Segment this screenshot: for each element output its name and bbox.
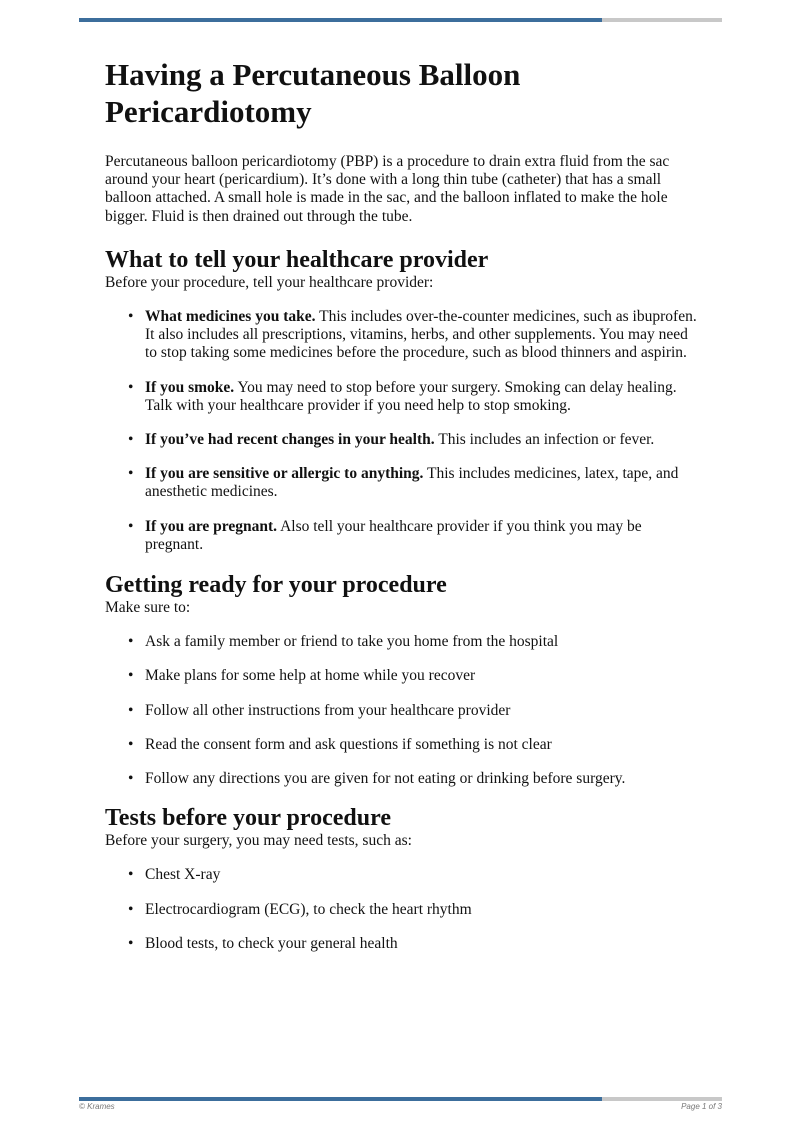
top-rule-accent bbox=[79, 18, 602, 22]
list-item-text: You may need to stop before your surgery. Smoking can delay healing. Talk with your healthcare provider if you need help to stop smoking. bbox=[145, 378, 677, 414]
list-item-bold: If you’ve had recent changes in your health. bbox=[145, 431, 435, 449]
section-heading-tell-provider: What to tell your healthcare provider bbox=[105, 246, 489, 273]
document-body bbox=[105, 56, 700, 953]
section-heading-getting-ready: Getting ready for your procedure bbox=[105, 572, 447, 599]
list-item: • Blood tests, to check your general health bbox=[145, 935, 700, 953]
section-heading-tests: Tests before your procedure bbox=[105, 805, 391, 832]
section-lead-tell-provider: Before your procedure, tell your healthcare provider: bbox=[105, 273, 434, 291]
section-lead-tests: Before your surgery, you may need tests, such as: bbox=[105, 832, 412, 850]
bottom-rule-accent bbox=[79, 1097, 602, 1101]
list-item-text: This includes medicines, latex, tape, and anesthetic medicines. bbox=[145, 465, 679, 501]
list-item-bold: If you are sensitive or allergic to anything. bbox=[145, 465, 424, 483]
list-item: • Electrocardiogram (ECG), to check the heart rhythm bbox=[145, 901, 700, 919]
page-footer bbox=[79, 1102, 722, 1116]
copyright-text: © Krames bbox=[79, 1102, 115, 1111]
list-item: • Follow any directions you are given for not eating or drinking before surgery. bbox=[145, 770, 700, 788]
page-number: Page 1 of 3 bbox=[681, 1102, 722, 1111]
tests-list bbox=[105, 866, 700, 953]
list-item-text: This includes an infection or fever. bbox=[434, 431, 655, 449]
tell-provider-list bbox=[105, 308, 700, 554]
list-item bbox=[145, 518, 700, 554]
list-item: • Follow all other instructions from your healthcare provider bbox=[145, 702, 700, 720]
intro-paragraph: Percutaneous balloon pericardiotomy (PBP) is a procedure to drain extra fluid from the sac around your heart (pericardium). It’s done with a long thin tube (catheter) that has a small balloon attached. A small hole is made in the sac, and the balloon inflated to make the hole bigger. Fluid is then drained out through the tube. bbox=[105, 153, 670, 225]
list-item bbox=[145, 465, 700, 501]
list-item: • Read the consent form and ask questions if something is not clear bbox=[145, 736, 700, 754]
list-item-text: This includes over-the-counter medicines, such as ibuprofen. It also includes all prescriptions, vitamins, herbs, and other supplements. You may need to stop taking some medicines before the procedure, such as blood thinners and aspirin. bbox=[145, 308, 697, 362]
list-item-text: Also tell your healthcare provider if you think you may be pregnant. bbox=[145, 517, 642, 553]
page-title: Having a Percutaneous Balloon Pericardiotomy bbox=[105, 57, 521, 129]
list-item-bold: If you smoke. bbox=[145, 378, 235, 396]
list-item-bold: What medicines you take. bbox=[145, 308, 316, 326]
top-rule bbox=[79, 18, 722, 22]
list-item-bold: If you are pregnant. bbox=[145, 517, 278, 535]
section-lead-getting-ready: Make sure to: bbox=[105, 599, 191, 617]
bottom-rule bbox=[79, 1097, 722, 1101]
list-item bbox=[145, 308, 700, 363]
list-item: • Chest X-ray bbox=[145, 866, 700, 884]
list-item: • Make plans for some help at home while you recover bbox=[145, 667, 700, 685]
list-item bbox=[145, 431, 700, 449]
getting-ready-list bbox=[105, 633, 700, 788]
list-item: • Ask a family member or friend to take you home from the hospital bbox=[145, 633, 700, 651]
list-item bbox=[145, 379, 700, 415]
